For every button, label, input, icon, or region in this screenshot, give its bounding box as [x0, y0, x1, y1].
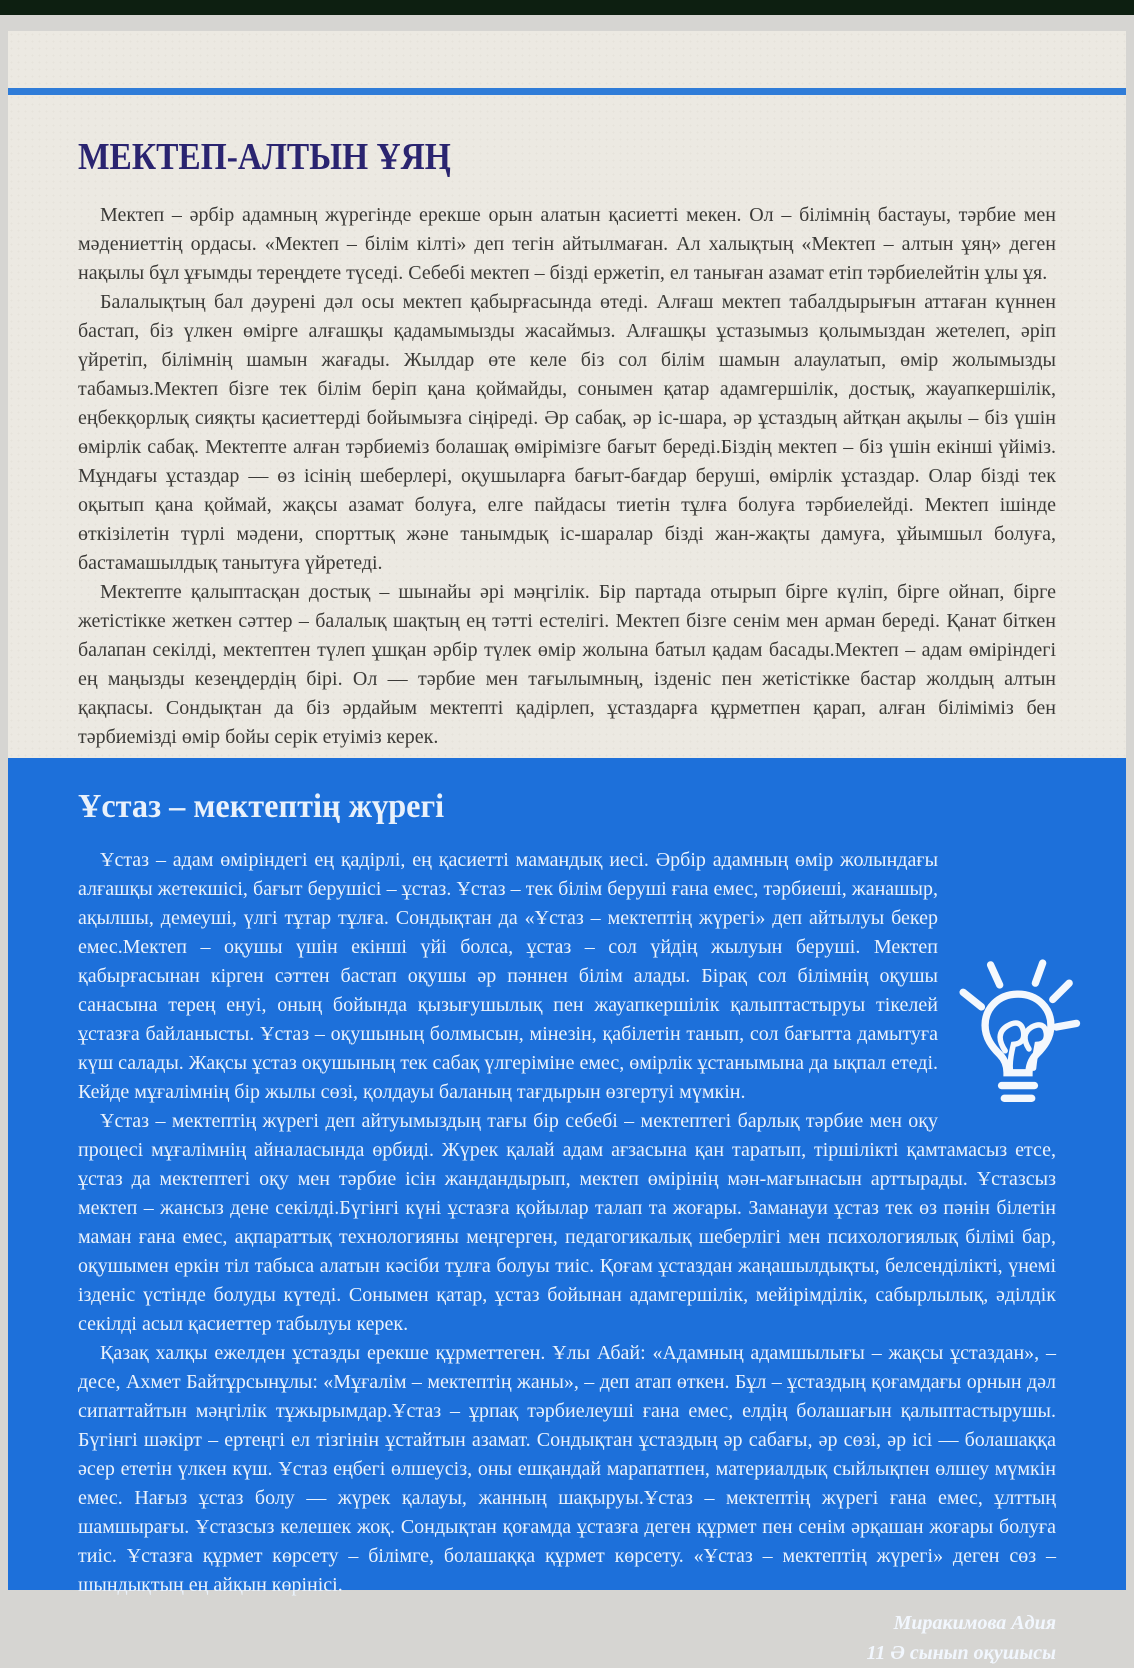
article2-author: Миракимова Адия [893, 1612, 1056, 1634]
header-divider-rule [8, 88, 1126, 95]
article1-body [78, 201, 1056, 752]
article2-body [78, 846, 1056, 1600]
article1-paragraph: Балалықтың бал дәурені дәл осы мектеп қабырғасында өтеді. Алғаш мектеп табалдырығын аттаған күннен бастап, біз үлкен өмірге алғашқы қадамымызды жасаймыз. Алғашқы ұстазымыз қолымыздан жетелеп, әріп үйретіп, білімнің шамын жағады. Жылдар өте келе біз сол білім шамын алаулатып, өмір жолымызды табамыз.Мектеп бізге тек білім беріп қана қоймайды, сонымен қатар адамгершілік, достық, жауапкершілік, еңбекқорлық сияқты қасиеттерді бойымызға сіңіреді. Әр сабақ, әр іс-шара, әр ұстаздың айтқан ақылы – біз үшін өмірлік сабақ. Мектепте алған тәрбиеміз болашақ өмірімізге бағыт береді.Біздің мектеп – біз үшін екінші үйіміз. Мұндағы ұстаздар — өз ісінің шеберлері, оқушыларға бағыт-бағдар беруші, өмірлік ұстаздар. Олар бізді тек оқытып қана қоймай, жақсы азамат болуға, елге пайдасы тиетін тұлға болуға тәрбиелейді. Мектеп ішінде өткізілетін түрлі мәдени, спорттық және танымдық іс-шаралар бізді жан-жақты дамуға, ұйымшыл болуға, бастамашылдық танытуға үйретеді. [78, 291, 1056, 574]
article2-signature [78, 1608, 1056, 1668]
article2-paragraph: Ұстаз – мектептің жүрегі деп айтуымыздың тағы бір себебі – мектептегі барлық тәрбие мен оқу процесі мұғалімнің айналасында өрбиді. Жүрек қалай адам ағзасына қан таратып, тіршілікті қамтамасыз етсе, ұстаз да мектептегі оқу мен тәрбие ісін жандандырып, мектеп өмірінің мән-мағынасын арттырады. Ұстазсыз мектеп – жансыз дене секілді.Бүгінгі күні ұстазға қойылар талап та жоғары. Заманауи ұстаз тек өз пәнін білетін маман ғана емес, ақпараттық технологияны меңгерген, педагогикалық шеберлігі мен психологиялық білімі бар, оқушымен еркін тіл табыса алатын кәсіби тұлға болуы тиіс. Қоғам ұстаздан жаңашылдықты, белсенділікті, үнемі ізденіс үстінде болуды күтеді. Сонымен қатар, ұстаз бойынан адамгершілік, мейірімділік, сабырлылық, әділдік секілді асыл қасиеттер табылуы керек. [78, 1110, 1056, 1335]
article1-title: МЕКТЕП-АЛТЫН ҰЯҢ [78, 136, 451, 178]
teacher-article-content [78, 758, 1056, 1668]
article2-author-class: 11 Ә сынып оқушысы [866, 1642, 1056, 1664]
school-article-content [78, 95, 1056, 818]
article2-paragraph: Ұстаз – адам өміріндегі ең қадірлі, ең қасиетті мамандық иесі. Әрбір адамның өмір жолындағы алғашқы жетекшісі, бағыт берушісі – ұстаз. Ұстаз – тек білім беруші ғана емес, тәрбиеші, жанашыр, ақылшы, демеуші, үлгі тұтар тұлға. Сондықтан да «Ұстаз – мектептің жүрегі» деп айтылуы бекер емес.Мектеп – оқушы үшін екінші үйі болса, ұстаз – сол үйдің жылуын беруші. Мектеп қабырғасынан кірген сәттен бастап оқушы әр пәннен білім алады. Бірақ сол білімнің оқушы санасына терең енуі, оның бойында қызығушылық пен жауапкершілік қалыптастыруы тікелей ұстазға байланысты. Ұстаз – оқушының болмысын, мінезін, қабілетін танып, сол бағытта дамытуға күш салады. Жақсы ұстаз оқушының тек сабақ үлгеріміне емес, өмірлік ұстанымына да ықпал етеді. Кейде мұғалімнің бір жылы сөзі, қолдауы баланың тағдырын өзгертуі мүмкін. [78, 849, 938, 1103]
top-dark-bar [0, 0, 1134, 15]
article2-title: Ұстаз – мектептің жүрегі [78, 788, 445, 825]
article1-paragraph: Мектепте қалыптасқан достық – шынайы әрі мәңгілік. Бір партада отырып бірге күліп, бірге ойнап, бірге жетістікке жеткен сәттер – балалық шақтың ең тәтті естелігі. Мектеп бізге сенім мен арман береді. Қанат біткен балапан секілді, мектептен түлеп ұшқан әрбір түлек өмір жолына батыл қадам басады.Мектеп – адам өміріндегі ең маңызды кезеңдердің бірі. Ол — тәрбие мен тағылымның, ізденіс пен жетістікке бастар жолдың алтын қақпасы. Сондықтан да біз әрдайым мектепті қадірлеп, ұстаздарға құрметпен қарап, алған біліміміз бен тәрбиемізді өмір бойы серік етуіміз керек. [78, 581, 1056, 748]
teacher-article-panel [8, 758, 1126, 1664]
lightbulb-icon [952, 952, 1084, 1124]
school-article-page [8, 31, 1126, 758]
article1-paragraph: Мектеп – әрбір адамның жүрегінде ерекше орын алатын қасиетті мекен. Ол – білімнің бастауы, тәрбие мен мәдениеттің ордасы. «Мектеп – білім кілті» деп тегін айтылмаған. Ал халықтың «Мектеп – алтын ұяң» деген нақылы бұл ұғымды тереңдете түседі. Себебі мектеп – бізді ержетіп, ел таныған азамат етіп тәрбиелейтін ұлы ұя. [78, 204, 1056, 284]
article2-paragraph: Қазақ халқы ежелден ұстазды ерекше құрметтеген. Ұлы Абай: «Адамның адамшылығы – жақсы ұстаздан», – десе, Ахмет Байтұрсынұлы: «Мұғалім – мектептің жаны», – деп атап өткен. Бұл – ұстаздың қоғамдағы орнын дәл сипаттайтын мәңгілік тұжырымдар.Ұстаз – ұрпақ тәрбиелеуші ғана емес, елдің болашағын қалыптастырушы. Бүгінгі шәкірт – ертеңгі ел тізгінін ұстайтын азамат. Сондықтан ұстаздың әр сабағы, әр сөзі, әр ісі — болашаққа әсер ететін үлкен күш. Ұстаз еңбегі өлшеусіз, оны ешқандай марапатпен, материалдық сыйлықпен өлшеу мүмкін емес. Нағыз ұстаз болу — жүрек қалауы, жанның шақыруы.Ұстаз – мектептің жүрегі ғана емес, ұлттың шамшырағы. Ұстазсыз келешек жоқ. Сондықтан қоғамда ұстазға деген құрмет пен сенім әрқашан жоғары болуға тиіс. Ұстазға құрмет көрсету – білімге, болашаққа құрмет көрсету. «Ұстаз – мектептің жүрегі» деген сөз – шындықтың ең айқын көрінісі. [78, 1342, 1056, 1596]
